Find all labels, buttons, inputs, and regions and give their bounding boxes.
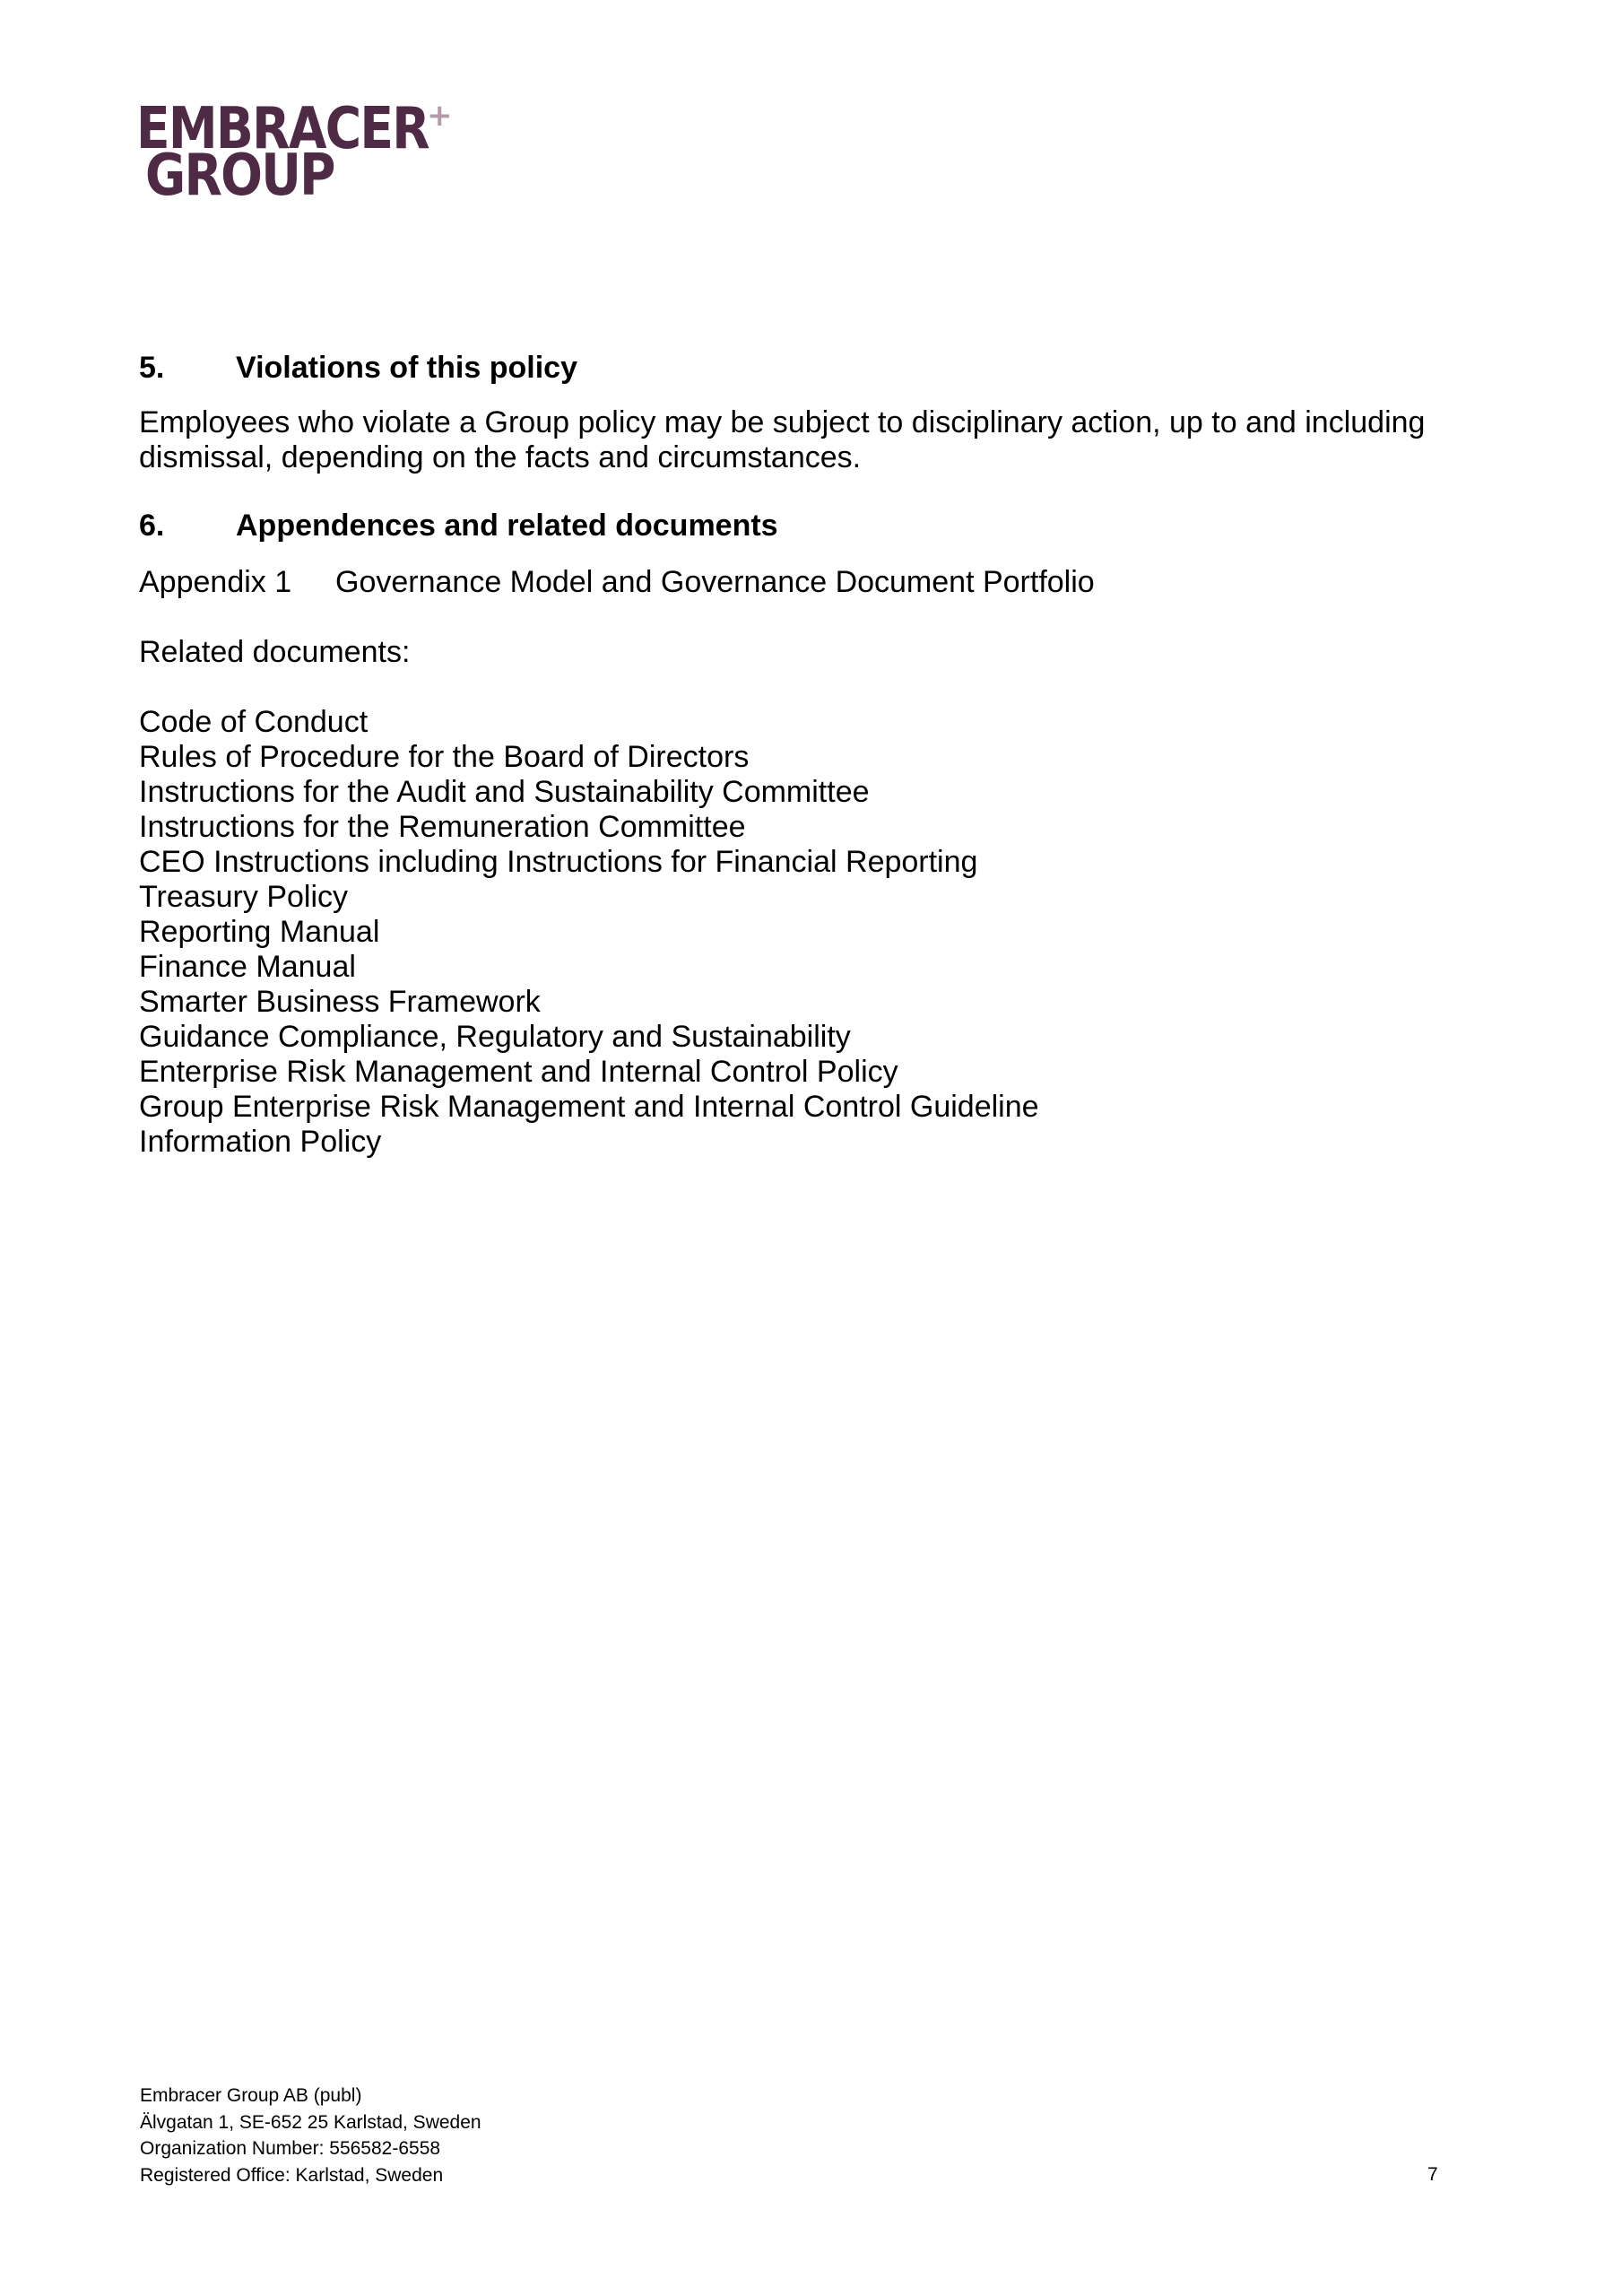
related-documents-label: Related documents: — [139, 635, 411, 669]
page-footer — [140, 2083, 1449, 2188]
appendix-title: Governance Model and Governance Document Portfolio — [335, 565, 1095, 599]
related-documents-list — [139, 705, 1484, 1160]
logo-plus-icon: + — [427, 98, 453, 134]
list-item: Instructions for the Audit and Sustainability Committee — [139, 775, 870, 809]
appendix-label: Appendix 1 — [139, 565, 292, 599]
section-5-heading — [139, 350, 1484, 386]
document-body — [139, 350, 1484, 1160]
company-logo — [136, 96, 459, 209]
list-item: Group Enterprise Risk Management and Internal Control Guideline — [139, 1090, 1039, 1124]
list-item: Code of Conduct — [139, 705, 369, 739]
logo-text-line1: EMBRACER — [136, 96, 429, 162]
list-item: Reporting Manual — [139, 915, 380, 949]
list-item: Smarter Business Framework — [139, 985, 541, 1019]
section-5-body: Employees who violate a Group policy may be subject to disciplinary action, up to and including dismissal, depending on the facts and circumstances. — [139, 405, 1426, 474]
list-item: Instructions for the Remuneration Committee — [139, 810, 746, 844]
section-6-heading — [139, 508, 1484, 544]
footer-registered-office: Registered Office: Karlstad, Sweden — [140, 2164, 444, 2186]
page-number: 7 — [1427, 2164, 1438, 2185]
footer-address: Älvgatan 1, SE-652 25 Karlstad, Sweden — [140, 2111, 481, 2133]
logo-text-line2: GROUP — [145, 143, 334, 209]
list-item: Enterprise Risk Management and Internal Control Policy — [139, 1055, 898, 1089]
section-title: Appendences and related documents — [236, 509, 778, 543]
footer-org-number: Organization Number: 556582-6558 — [140, 2138, 441, 2159]
list-item: CEO Instructions including Instructions for Financial Reporting — [139, 845, 978, 879]
list-item: Guidance Compliance, Regulatory and Sustainability — [139, 1020, 851, 1054]
list-item: Information Policy — [139, 1125, 382, 1159]
section-title: Violations of this policy — [236, 351, 577, 385]
list-item: Treasury Policy — [139, 880, 349, 914]
section-number: 6. — [139, 509, 165, 543]
list-item: Rules of Procedure for the Board of Directors — [139, 740, 750, 774]
list-item: Finance Manual — [139, 950, 356, 984]
appendix-entry — [139, 565, 1484, 600]
section-number: 5. — [139, 351, 165, 385]
footer-company: Embracer Group AB (publ) — [140, 2085, 362, 2106]
